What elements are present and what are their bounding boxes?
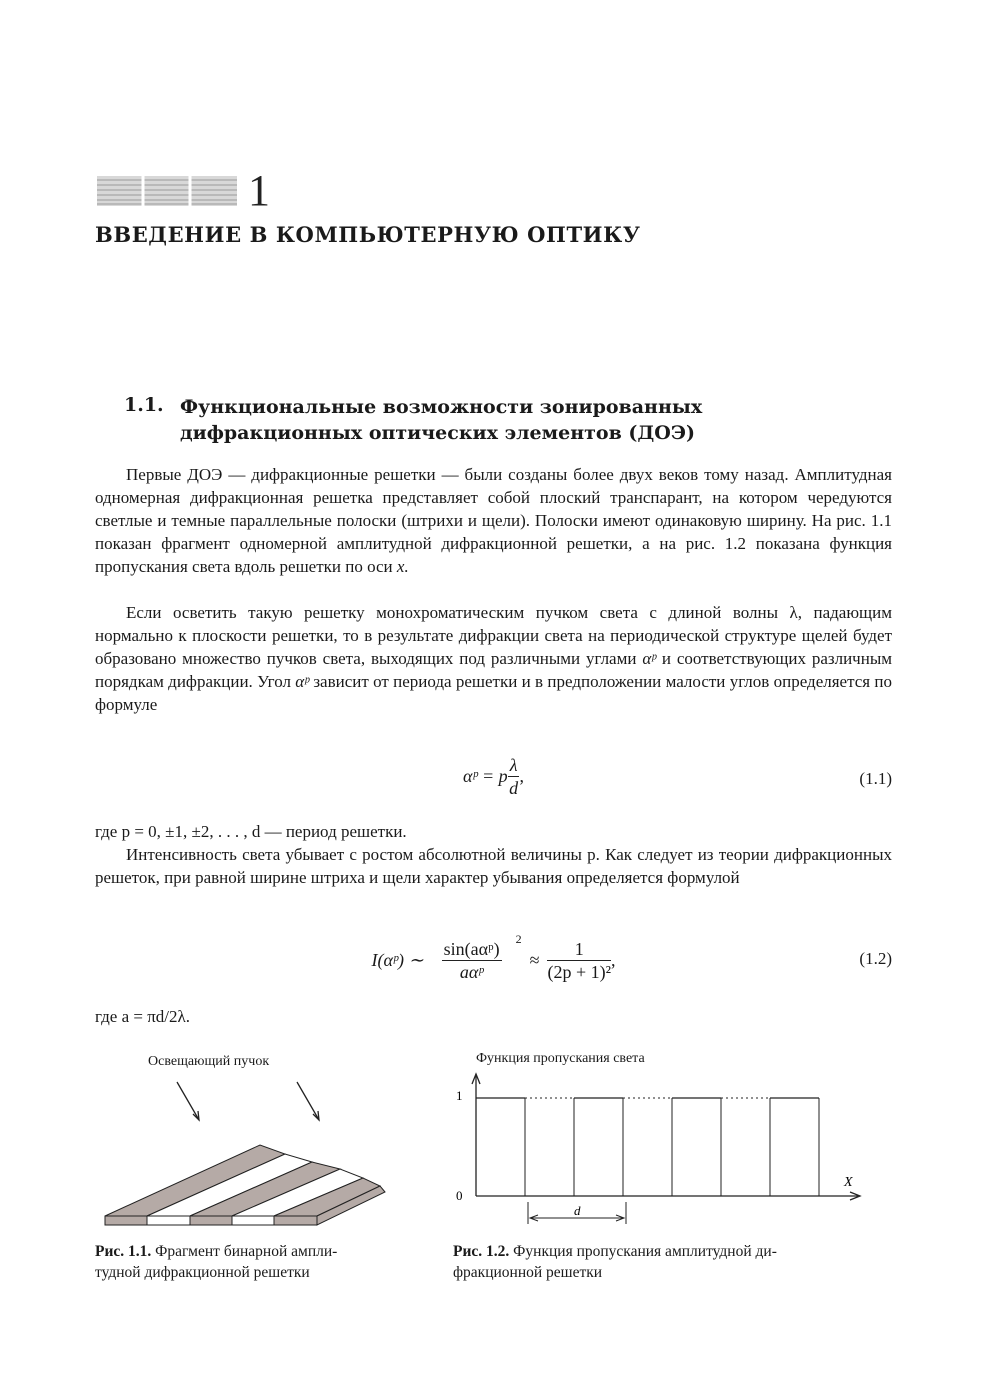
- eq2-power: 2: [515, 932, 522, 946]
- figure-2-caption-line1: Функция пропускания амплитудной ди-: [513, 1243, 777, 1260]
- grating-edge-4: [232, 1216, 274, 1225]
- figure-1-caption-line2: тудной дифракционной решетки: [95, 1264, 310, 1281]
- section-number: 1.1.: [124, 394, 164, 416]
- grating-edge-5: [274, 1216, 317, 1225]
- figure-1-grating: [95, 1070, 395, 1235]
- paragraph-2-text-b: и соответствующих различным порядкам дифракции. Угол: [95, 649, 893, 691]
- period-label: d: [574, 1203, 581, 1218]
- eq1-denominator: d: [509, 778, 519, 798]
- section-title-line2: дифракционных оптических элементов (ДОЭ): [180, 422, 695, 444]
- paragraph-1: [95, 463, 892, 578]
- grating-edge-3: [190, 1216, 232, 1225]
- chapter-ornament: [97, 176, 237, 206]
- paragraph-2: [95, 601, 892, 716]
- eq1-lhs: αᵖ = p: [463, 766, 508, 786]
- grating-edge-1: [105, 1216, 147, 1225]
- eq2-denominator: aαᵖ: [459, 962, 484, 983]
- figure-2-caption: [453, 1241, 893, 1283]
- figure-2-caption-line2: фракционной решетки: [453, 1264, 603, 1281]
- paragraph-5: где a = πd/2λ.: [95, 1007, 191, 1026]
- eq2-numerator: sin(aαᵖ): [443, 939, 500, 960]
- figure-1-caption: [95, 1241, 435, 1283]
- chapter-title: ВВЕДЕНИЕ В КОМПЬЮТЕРНУЮ ОПТИКУ: [95, 222, 641, 247]
- equation-1-2: [95, 932, 892, 983]
- eq1-tail: ,: [519, 766, 524, 786]
- eq2-lhs: I(αᵖ) ∼: [371, 950, 424, 971]
- eq2-approx: ≈: [529, 950, 540, 971]
- eq1-numerator: λ: [509, 755, 518, 775]
- beam-arrow-right: [297, 1082, 319, 1120]
- equation-1-1: [95, 754, 892, 799]
- figure-1-caption-line1: Фрагмент бинарной ампли-: [155, 1243, 338, 1260]
- eq2-denominator-2: (2p + 1)²: [547, 962, 612, 983]
- paragraph-4: Интенсивность света убывает с ростом абсолютной величины p. Как следует из теории дифракционных решеток, при равной ширине штриха и щели характер убывания определяется формулой: [95, 845, 892, 887]
- equation-1-2-number: (1.2): [859, 949, 892, 968]
- figure-2-title: Функция пропускания света: [476, 1051, 645, 1066]
- eq2-numerator-2: 1: [547, 938, 611, 961]
- figure-1-caption-label: Рис. 1.1.: [95, 1243, 152, 1260]
- alpha-p-symbol: αᵖ: [642, 649, 657, 668]
- eq2-fraction-2: [547, 938, 611, 983]
- section-title-line1: Функциональные возможности зонированных: [180, 396, 703, 418]
- eq1-fraction: [508, 754, 520, 799]
- figure-2-chart: [450, 1070, 870, 1230]
- paragraph-3: где p = 0, ±1, ±2, . . . , d — период решетки.: [95, 822, 407, 841]
- alpha-p-symbol: αᵖ: [295, 672, 310, 691]
- grating-edge-2: [147, 1216, 190, 1225]
- transmission-steps: [476, 1098, 819, 1196]
- figure-1-label: Освещающий пучок: [148, 1054, 270, 1069]
- figure-2-caption-label: Рис. 1.2.: [453, 1243, 510, 1260]
- paragraph-2-text-c: зависит от периода решетки и в предположении малости углов определяется по формуле: [95, 672, 893, 714]
- y-tick-zero: 0: [456, 1188, 463, 1203]
- eq2-tail: ,: [611, 950, 616, 971]
- y-tick-one: 1: [456, 1088, 463, 1103]
- equation-1-1-number: (1.1): [859, 769, 892, 788]
- eq2-fraction-1: [442, 938, 502, 983]
- section-title: [180, 394, 820, 446]
- chapter-number: 1: [248, 166, 270, 215]
- x-axis-label: X: [844, 1175, 853, 1190]
- paragraph-1-text: Первые ДОЭ — дифракционные решетки — были созданы более двух веков тому назад. Амплитудная одномерная дифракционная решетка представляет собой плоский транспарант, на котором чередуются светлые и темные параллельные полоски (штрихи и щели). Полоски имеют одинаковую ширину. На рис. 1.1 показан фрагмент одномерной амплитудной дифракционной решетки, а на рис. 1.2 показана функция пропускания света вдоль решетки по оси: [95, 465, 892, 576]
- paragraph-2-text-a: Если осветить такую решетку монохроматическим пучком света с длиной волны λ, падающим нормально к плоскости решетки, то в результате дифракции света на периодической структуре щелей будет образовано множество пучков света, выходящих под различными углами: [95, 603, 892, 668]
- paragraph-1-variable: x.: [396, 557, 409, 576]
- beam-arrow-left: [177, 1082, 199, 1120]
